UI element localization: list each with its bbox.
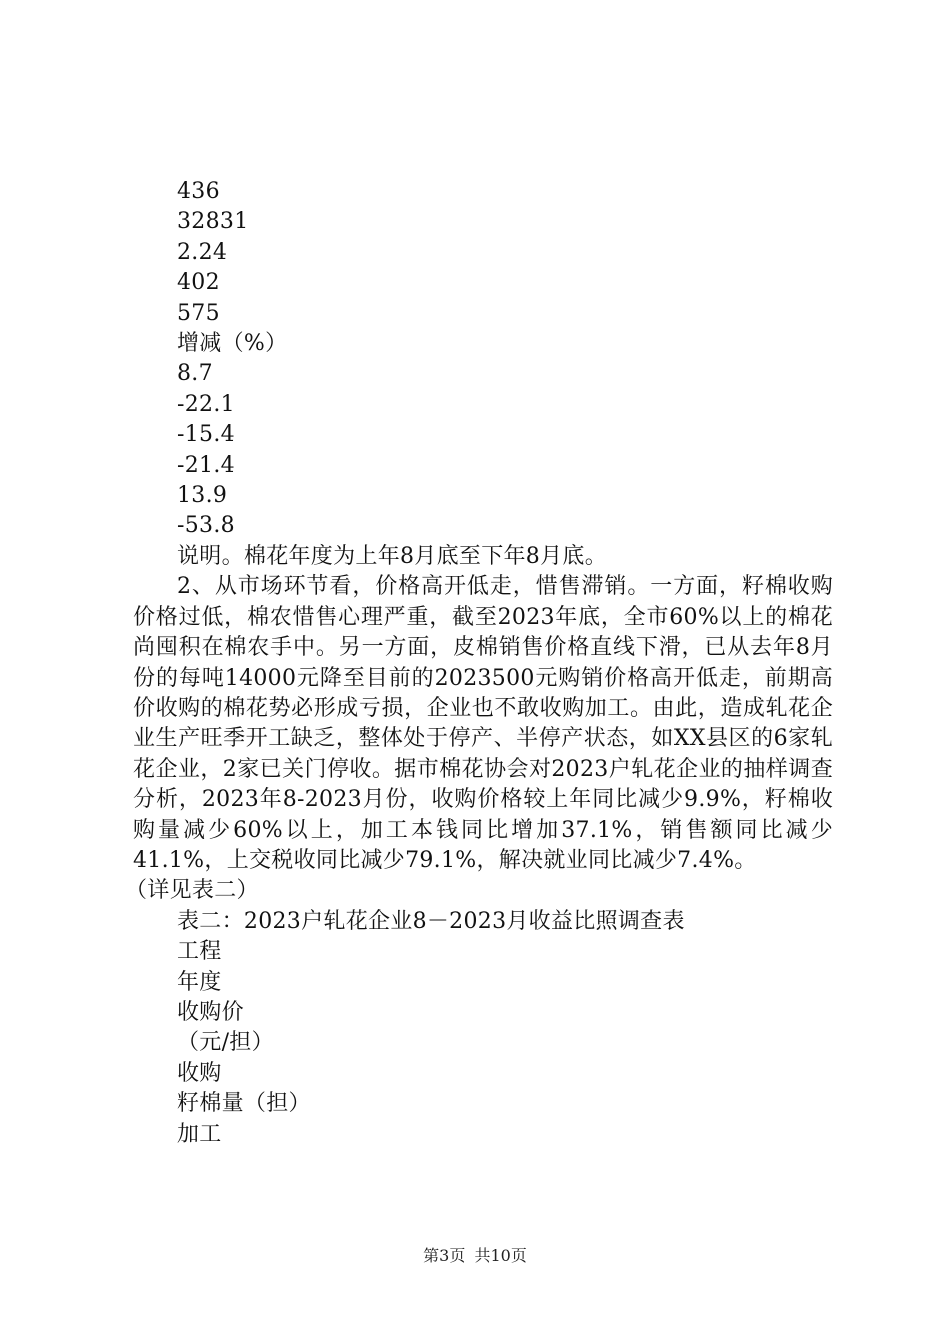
- value-line: 436: [177, 179, 220, 204]
- value-line: 2.24: [177, 239, 228, 265]
- change-value-line: 13.9: [177, 483, 228, 509]
- change-value-line: 8.7: [177, 361, 213, 387]
- market-paragraph: 2、从市场环节看，价格高开低走，惜售滞销。一方面，籽棉收购价格过低，棉农惜售心理严重，截至2023年底，全市60%以上的棉花尚囤积在棉农手中。另一方面，皮棉销售价格直线下滑，已从去年8月份的每吨14000元降至目前的2023500元购销价格高开低走，前期高价收购的棉花势必形成亏损，企业也不敢收购加工。由此，造成轧花企业生产旺季开工缺乏，整体处于停产、半停产状态，如XX县区的6家轧花企业，2家已关门停收。据市棉花协会对2023户轧花企业的抽样调查分析，2023年8-2023月份，收购价格较上年同比减少9.9%，籽棉收购量减少60%以上，加工本钱同比增加37.1%，销售额同比减少41.1%，上交税收同比减少79.1%，解决就业同比减少7.4%。: [133, 574, 833, 873]
- value-line: 402: [177, 270, 220, 296]
- change-value-line: -15.4: [177, 422, 235, 448]
- change-value-line: -53.8: [177, 513, 235, 539]
- table2-header-line: 加工: [177, 1121, 222, 1147]
- value-line: 575: [177, 300, 220, 326]
- table2-title: 表二：2023户轧花企业8－2023月收益比照调查表: [177, 908, 685, 934]
- change-value-line: -21.4: [177, 452, 235, 478]
- change-header: 增减（%）: [177, 331, 288, 357]
- page-footer: [0, 1243, 950, 1266]
- value-line: 32831: [177, 209, 249, 235]
- table2-header-line: （元/担）: [177, 1030, 274, 1056]
- paragraph-tail: （详见表二）: [125, 878, 259, 904]
- table2-header-line: 工程: [177, 939, 222, 965]
- table2-header-line: 籽棉量（担）: [177, 1091, 311, 1117]
- page-number: 第3页: [423, 1246, 466, 1265]
- change-value-line: -22.1: [177, 391, 235, 417]
- document-body: [125, 177, 833, 1150]
- page-total: 共10页: [474, 1246, 527, 1265]
- note-line: 说明。棉花年度为上年8月底至下年8月底。: [177, 543, 607, 569]
- table2-header-line: 收购价: [177, 999, 244, 1025]
- table2-header-line: 收购: [177, 1060, 222, 1086]
- table2-header-line: 年度: [177, 969, 222, 995]
